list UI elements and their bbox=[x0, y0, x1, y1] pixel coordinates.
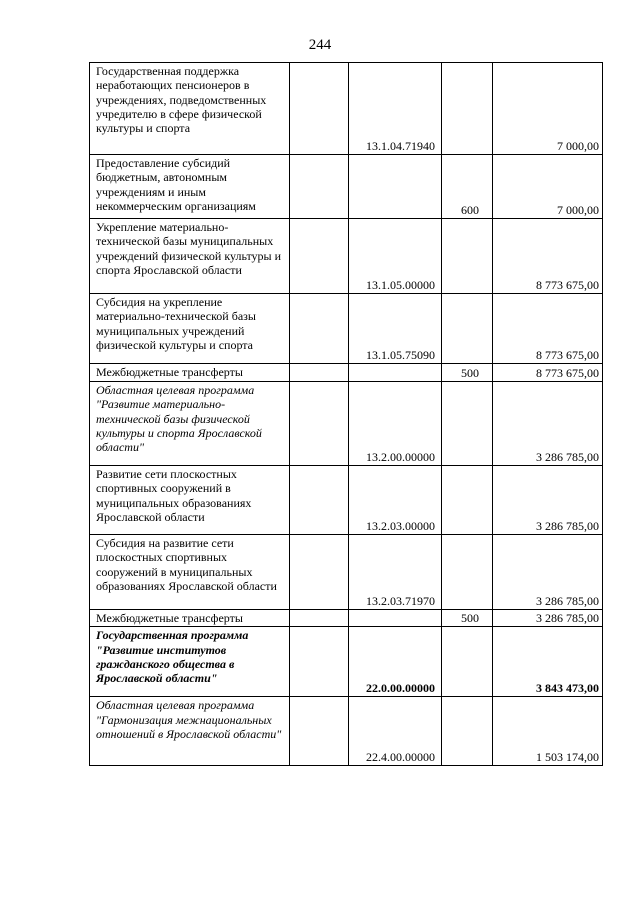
table-row bbox=[90, 364, 603, 382]
row-expense-type bbox=[442, 697, 493, 766]
row-target-code: 13.2.00.00000 bbox=[349, 382, 442, 466]
row-amount: 7 000,00 bbox=[493, 155, 603, 219]
row-expense-type bbox=[442, 294, 493, 364]
row-blank-cell bbox=[290, 382, 349, 466]
table-row bbox=[90, 63, 603, 155]
row-target-code bbox=[349, 610, 442, 627]
table-row bbox=[90, 535, 603, 610]
row-expense-type bbox=[442, 382, 493, 466]
row-blank-cell bbox=[290, 535, 349, 610]
row-blank-cell bbox=[290, 364, 349, 382]
row-target-code: 22.4.00.00000 bbox=[349, 697, 442, 766]
row-expense-type: 500 bbox=[442, 364, 493, 382]
row-name: Государственная поддержка неработающих пенсионеров в учреждениях, подведомственных учредителю в сфере физической культуры и спорта bbox=[90, 63, 290, 155]
row-target-code bbox=[349, 155, 442, 219]
table-row bbox=[90, 697, 603, 766]
row-amount: 8 773 675,00 bbox=[493, 364, 603, 382]
table-row bbox=[90, 382, 603, 466]
row-name: Межбюджетные трансферты bbox=[90, 364, 290, 382]
row-name: Государственная программа "Развитие институтов гражданского общества в Ярославской области" bbox=[90, 627, 290, 697]
row-name: Областная целевая программа "Гармонизация межнациональных отношений в Ярославской области" bbox=[90, 697, 290, 766]
row-amount: 1 503 174,00 bbox=[493, 697, 603, 766]
row-expense-type bbox=[442, 63, 493, 155]
row-target-code: 13.1.05.75090 bbox=[349, 294, 442, 364]
row-name: Областная целевая программа "Развитие материально-технической базы физической культуры и спорта Ярославской области" bbox=[90, 382, 290, 466]
row-target-code: 13.2.03.71970 bbox=[349, 535, 442, 610]
row-name: Укрепление материально-технической базы муниципальных учреждений физической культуры и спорта Ярославской области bbox=[90, 219, 290, 294]
row-blank-cell bbox=[290, 697, 349, 766]
row-expense-type: 600 bbox=[442, 155, 493, 219]
row-name: Развитие сети плоскостных спортивных сооружений в муниципальных образованиях Ярославской области bbox=[90, 466, 290, 535]
row-expense-type bbox=[442, 219, 493, 294]
row-expense-type: 500 bbox=[442, 610, 493, 627]
row-expense-type bbox=[442, 466, 493, 535]
row-expense-type bbox=[442, 627, 493, 697]
table-row bbox=[90, 627, 603, 697]
table-row bbox=[90, 155, 603, 219]
page-number: 244 bbox=[308, 37, 332, 53]
row-amount: 8 773 675,00 bbox=[493, 294, 603, 364]
row-amount: 3 286 785,00 bbox=[493, 382, 603, 466]
row-blank-cell bbox=[290, 610, 349, 627]
row-blank-cell bbox=[290, 155, 349, 219]
row-target-code: 13.1.04.71940 bbox=[349, 63, 442, 155]
table-row bbox=[90, 466, 603, 535]
row-amount: 8 773 675,00 bbox=[493, 219, 603, 294]
budget-table bbox=[89, 62, 603, 766]
table-row bbox=[90, 219, 603, 294]
table-row bbox=[90, 610, 603, 627]
row-blank-cell bbox=[290, 627, 349, 697]
row-blank-cell bbox=[290, 219, 349, 294]
row-amount: 3 286 785,00 bbox=[493, 466, 603, 535]
row-target-code: 13.1.05.00000 bbox=[349, 219, 442, 294]
row-blank-cell bbox=[290, 294, 349, 364]
row-blank-cell bbox=[290, 63, 349, 155]
row-target-code bbox=[349, 364, 442, 382]
row-expense-type bbox=[442, 535, 493, 610]
row-name: Субсидия на укрепление материально-технической базы муниципальных учреждений физической культуры и спорта bbox=[90, 294, 290, 364]
row-target-code: 22.0.00.00000 bbox=[349, 627, 442, 697]
row-amount: 3 286 785,00 bbox=[493, 535, 603, 610]
row-target-code: 13.2.03.00000 bbox=[349, 466, 442, 535]
table-row bbox=[90, 294, 603, 364]
row-amount: 3 286 785,00 bbox=[493, 610, 603, 627]
row-amount: 7 000,00 bbox=[493, 63, 603, 155]
row-name: Межбюджетные трансферты bbox=[90, 610, 290, 627]
row-amount: 3 843 473,00 bbox=[493, 627, 603, 697]
row-name: Предоставление субсидий бюджетным, автономным учреждениям и иным некоммерческим организациям bbox=[90, 155, 290, 219]
row-blank-cell bbox=[290, 466, 349, 535]
row-name: Субсидия на развитие сети плоскостных спортивных сооружений в муниципальных образованиях Ярославской области bbox=[90, 535, 290, 610]
